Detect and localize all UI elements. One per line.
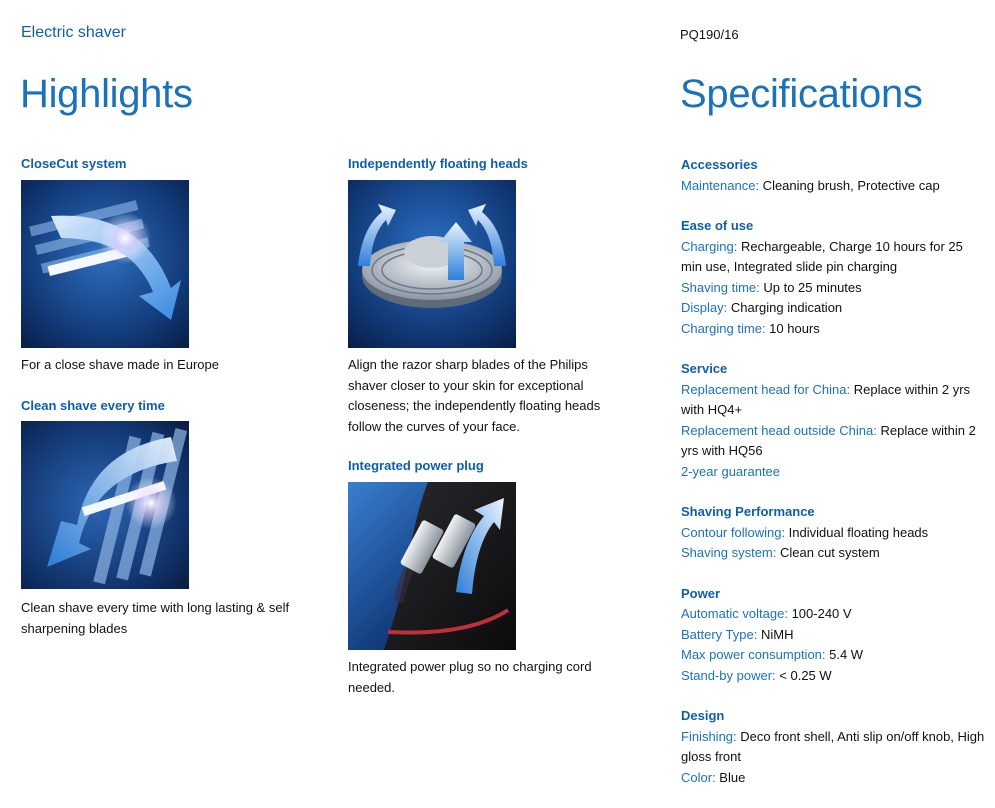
- spec-group-design: [681, 706, 986, 788]
- feature-desc-clean-shave: Clean shave every time with long lasting & self sharpening blades: [21, 600, 290, 636]
- product-line: Electric shaver: [21, 24, 126, 41]
- spec-group-title: Service: [681, 361, 728, 376]
- spec-value: < 0.25 W: [775, 667, 832, 683]
- spec-value: 100-240 V: [787, 606, 852, 621]
- spec-label: Display:: [681, 300, 728, 315]
- spec-group-title: Design: [681, 708, 725, 723]
- spec-item: [681, 543, 986, 564]
- spec-value: Rechargeable, Charge 10 hours for 25 min use, Integrated slide pin charging: [681, 238, 963, 274]
- highlights-heading: Highlights: [20, 72, 193, 116]
- spec-label: Replacement head outside China:: [681, 422, 877, 438]
- spec-label: Shaving time:: [681, 279, 760, 295]
- spec-label: Automatic voltage:: [681, 606, 788, 621]
- spec-value: Cleaning brush, Protective cap: [759, 177, 940, 193]
- spec-item: [681, 523, 986, 544]
- spec-label: Color:: [681, 769, 716, 785]
- spec-item: [681, 278, 986, 299]
- spec-label: Charging:: [681, 238, 738, 254]
- spec-item: [681, 666, 986, 687]
- spec-value: NiMH: [757, 626, 794, 642]
- spec-value: Clean cut system: [776, 545, 880, 560]
- spec-value: Individual floating heads: [785, 524, 929, 540]
- spec-group-accessories: [681, 155, 986, 196]
- spec-item: [681, 625, 986, 646]
- floating-heads-image: [348, 180, 516, 348]
- power-plug-image: [348, 482, 516, 650]
- spec-value: Replace within 2 yrs with HQ56: [681, 422, 976, 458]
- spec-label: 2-year guarantee: [681, 463, 781, 479]
- spec-label: Shaving system:: [681, 545, 777, 560]
- spec-group-title: Shaving Performance: [681, 504, 815, 519]
- spec-item: [681, 176, 986, 197]
- spec-item: [681, 604, 986, 625]
- feature-title-closecut: CloseCut system: [21, 156, 127, 171]
- spec-item: [681, 645, 986, 666]
- spec-item: [681, 319, 986, 340]
- feature-desc-closecut: For a close shave made in Europe: [21, 357, 219, 372]
- specifications-heading: Specifications: [680, 72, 923, 116]
- spec-group-power: [681, 584, 986, 687]
- closecut-image: [21, 180, 189, 348]
- spec-label: Replacement head for China:: [681, 381, 851, 397]
- feature-desc-power-plug: Integrated power plug so no charging cord needed.: [348, 659, 592, 695]
- spec-label: Charging time:: [681, 320, 766, 336]
- spec-label: Maintenance:: [681, 177, 760, 193]
- spec-value: Charging indication: [727, 300, 843, 315]
- spec-group-service: [681, 359, 986, 482]
- spec-label: Max power consumption:: [681, 647, 826, 662]
- spec-value: Up to 25 minutes: [759, 279, 862, 295]
- spec-value: Replace within 2 yrs with HQ4+: [681, 381, 971, 417]
- feature-title-floating-heads: Independently floating heads: [348, 156, 528, 171]
- spec-group-title: Ease of use: [681, 218, 754, 233]
- spec-group-ease-of-use: [681, 216, 986, 339]
- spec-value: 10 hours: [765, 320, 820, 336]
- model-number: PQ190/16: [680, 27, 739, 42]
- spec-value: Deco front shell, Anti slip on/off knob, High gloss front: [681, 728, 985, 764]
- spec-item: [681, 727, 986, 768]
- spec-item: [681, 768, 986, 789]
- spec-label: Stand-by power:: [681, 667, 776, 683]
- clean-shave-image: [21, 421, 189, 589]
- spec-value: Blue: [715, 769, 746, 785]
- spec-item: [681, 237, 986, 278]
- feature-desc-floating-heads: Align the razor sharp blades of the Philips shaver closer to your skin for exceptional closeness; the independently floating heads follow the curves of your face.: [348, 357, 601, 434]
- spec-group-title: Accessories: [681, 157, 758, 172]
- spec-label: Finishing:: [681, 728, 737, 744]
- spec-group-title: Power: [681, 585, 721, 601]
- specifications-list: [681, 155, 986, 808]
- spec-item: [681, 380, 986, 421]
- feature-title-clean-shave: Clean shave every time: [21, 398, 165, 413]
- feature-title-power-plug: Integrated power plug: [348, 458, 484, 473]
- spec-label: Contour following:: [681, 524, 786, 540]
- spec-item: [681, 462, 986, 483]
- spec-group-shaving-performance: [681, 502, 986, 564]
- spec-label: Battery Type:: [681, 626, 758, 642]
- spec-item: [681, 421, 986, 462]
- spec-value: 5.4 W: [825, 647, 864, 662]
- spec-item: [681, 298, 986, 319]
